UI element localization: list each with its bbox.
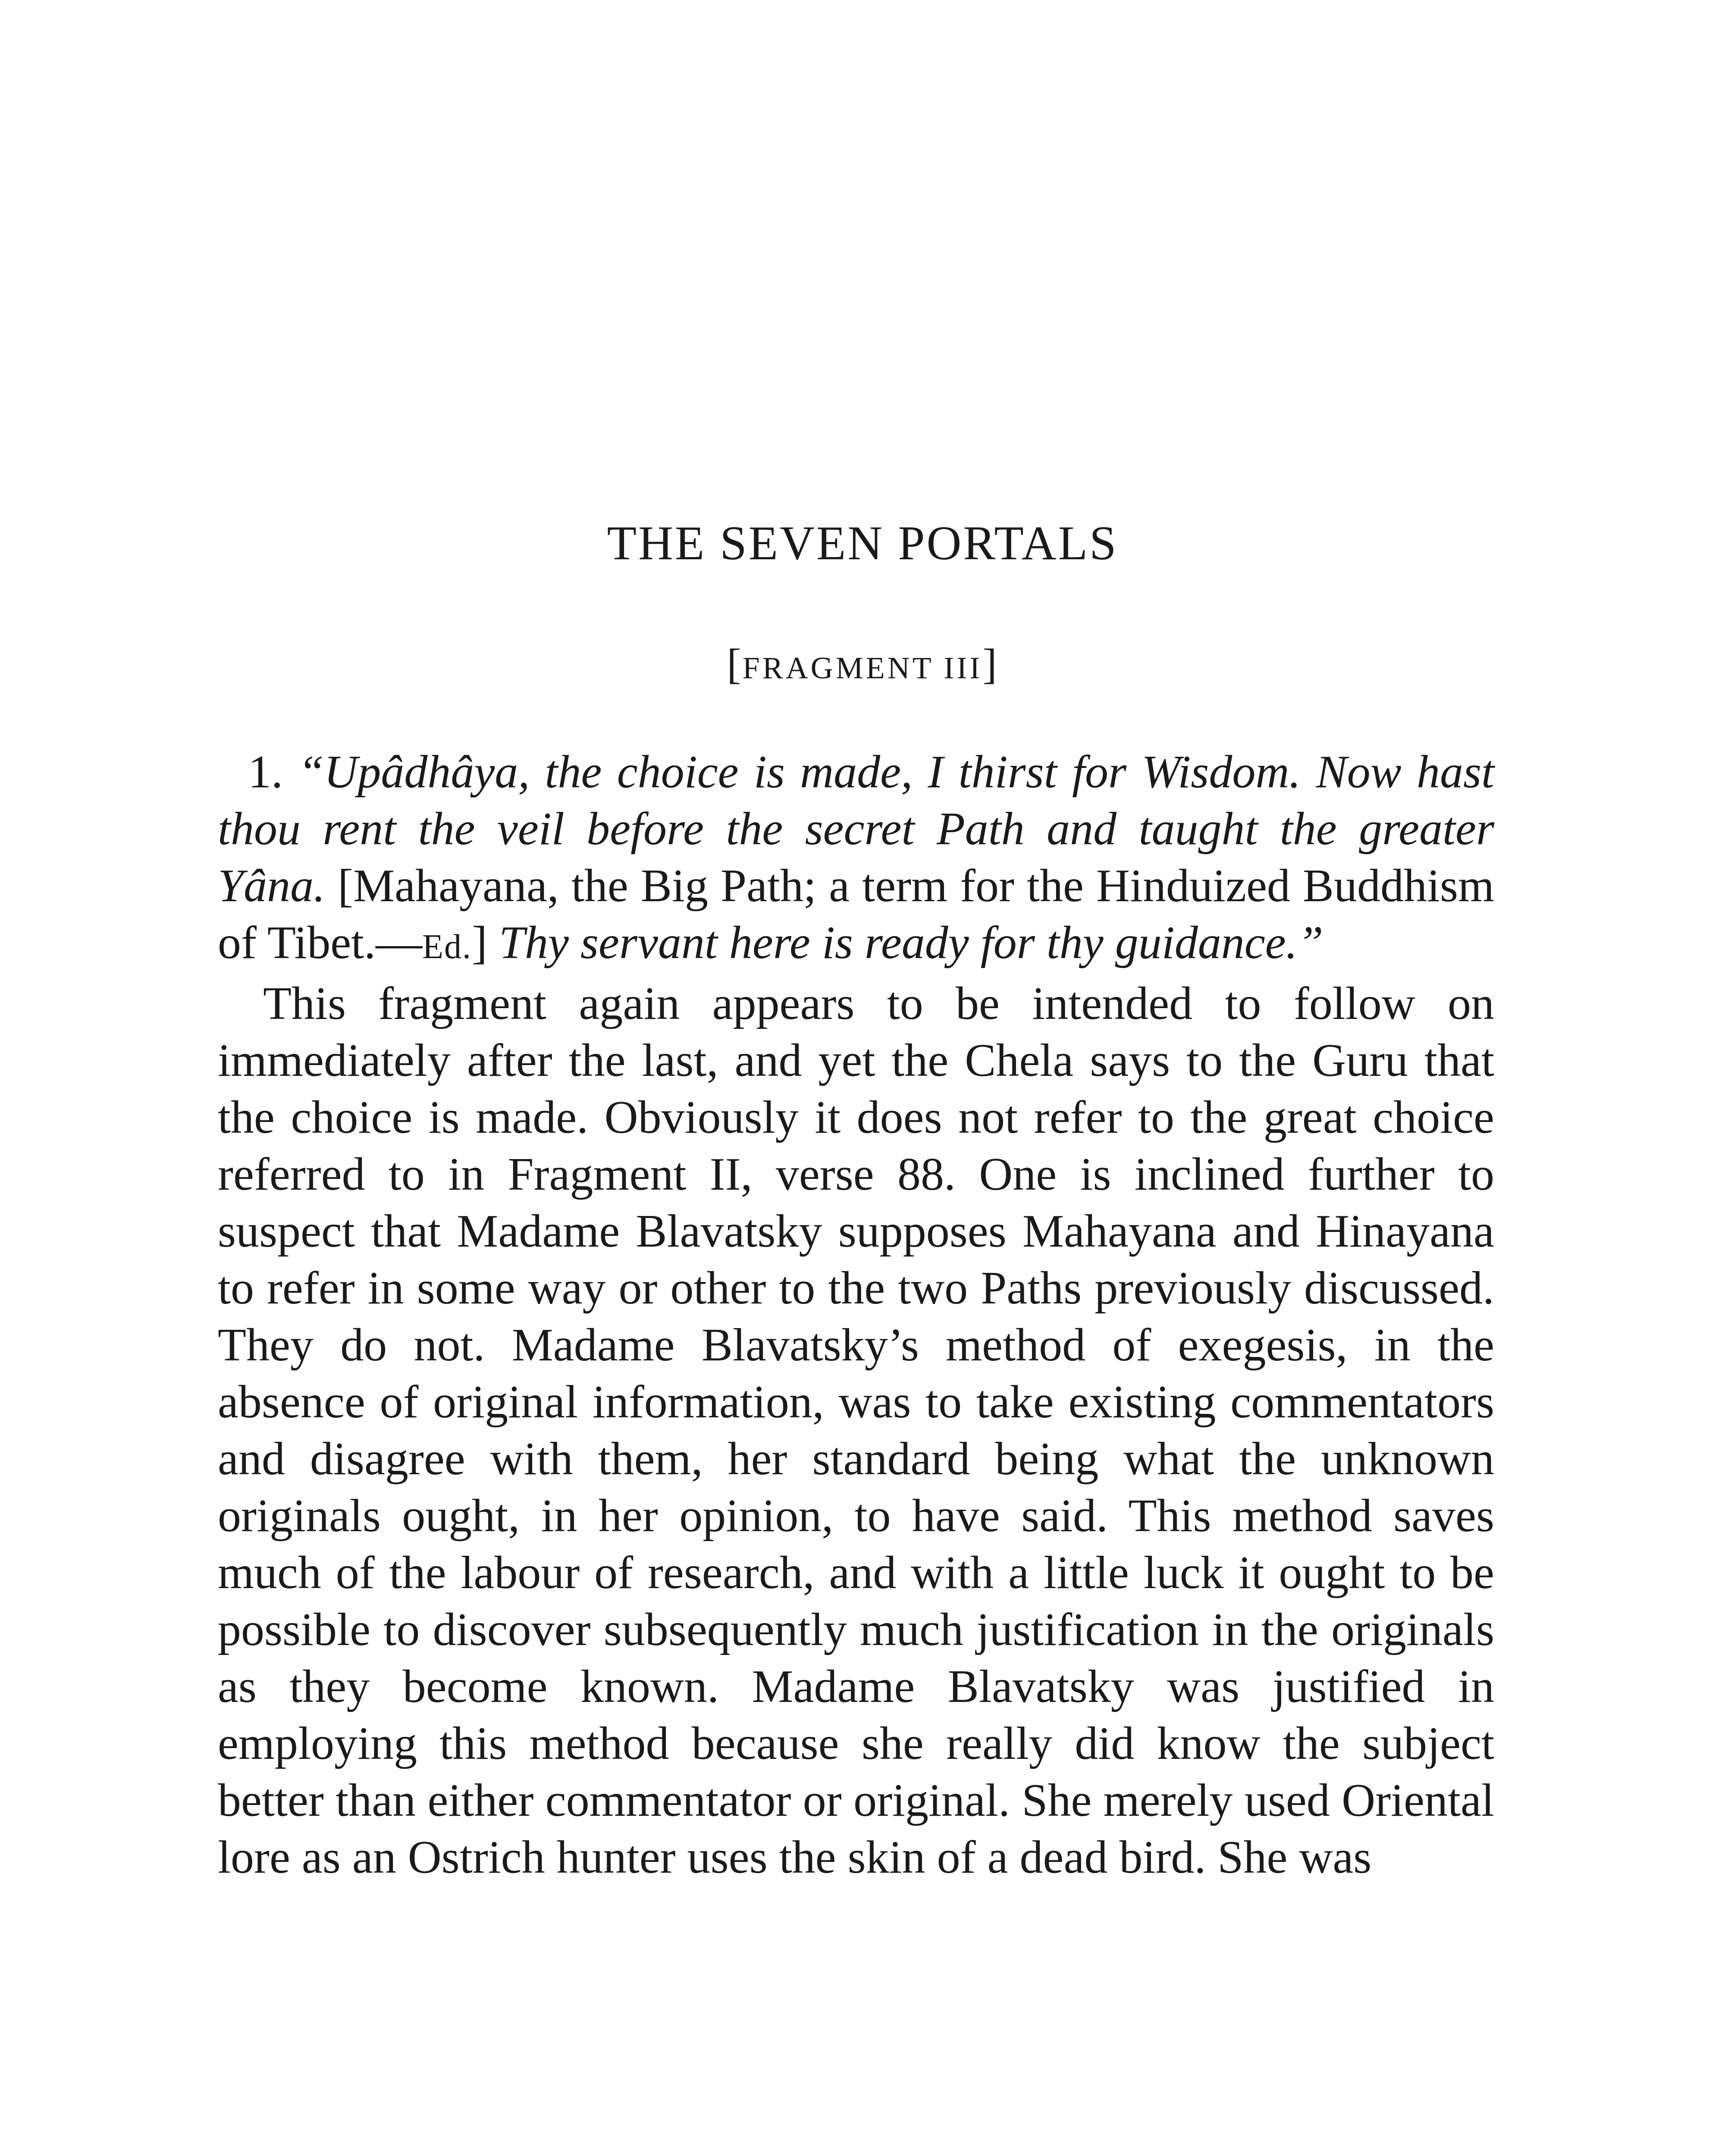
editor-note-close: ] bbox=[472, 917, 487, 968]
commentary-paragraph: This fragment again appears to be intended to follow on immediately after the last, and yet the Chela says to the Guru that the choice is made. Obviously it does not refer to the great choice referred to in Fragment II, verse 88. One is inclined further to suspect that Madame Blavatsky supposes Mahayana and Hinayana to refer in some way or other to the two Paths previously discussed. They do not. Madame Blavatsky’s method of exegesis, in the absence of original information, was to take existing commentators and disagree with them, her standard being what the unknown originals ought, in her opinion, to have said. This method saves much of the labour of research, and with a little luck it ought to be possible to discover subsequently much justification in the originals as they become known. Madame Blavatsky was justified in employing this method because she really did know the subject better than either commentator or original. She merely used Oriental lore as an Ostrich hunter uses the skin of a dead bird. She was bbox=[218, 978, 1494, 1883]
fragment-bracket-close: ] bbox=[982, 640, 998, 688]
verse-number: 1. bbox=[248, 746, 283, 798]
chapter-title: THE SEVEN PORTALS bbox=[607, 517, 1118, 570]
verse-quote-part1: “Upâdhâya, the choice is made, I thirst for Wisdom. Now hast thou rent the veil before the secret Path and taught the greater Yâna. bbox=[218, 746, 1494, 912]
verse-quote-part2: Thy servant here is ready for thy guidance.” bbox=[499, 917, 1324, 968]
fragment-heading bbox=[0, 638, 1725, 694]
editor-abbrev: Ed. bbox=[422, 928, 472, 966]
body-text bbox=[218, 744, 1494, 1886]
verse-paragraph bbox=[218, 744, 1494, 975]
fragment-bracket-open: [ bbox=[727, 640, 743, 688]
fragment-label: FRAGMENT III bbox=[742, 651, 983, 685]
editor-note-text: [Mahayana, the Big Path; a term for the Hinduized Buddhism of Tibet.— bbox=[218, 860, 1495, 968]
